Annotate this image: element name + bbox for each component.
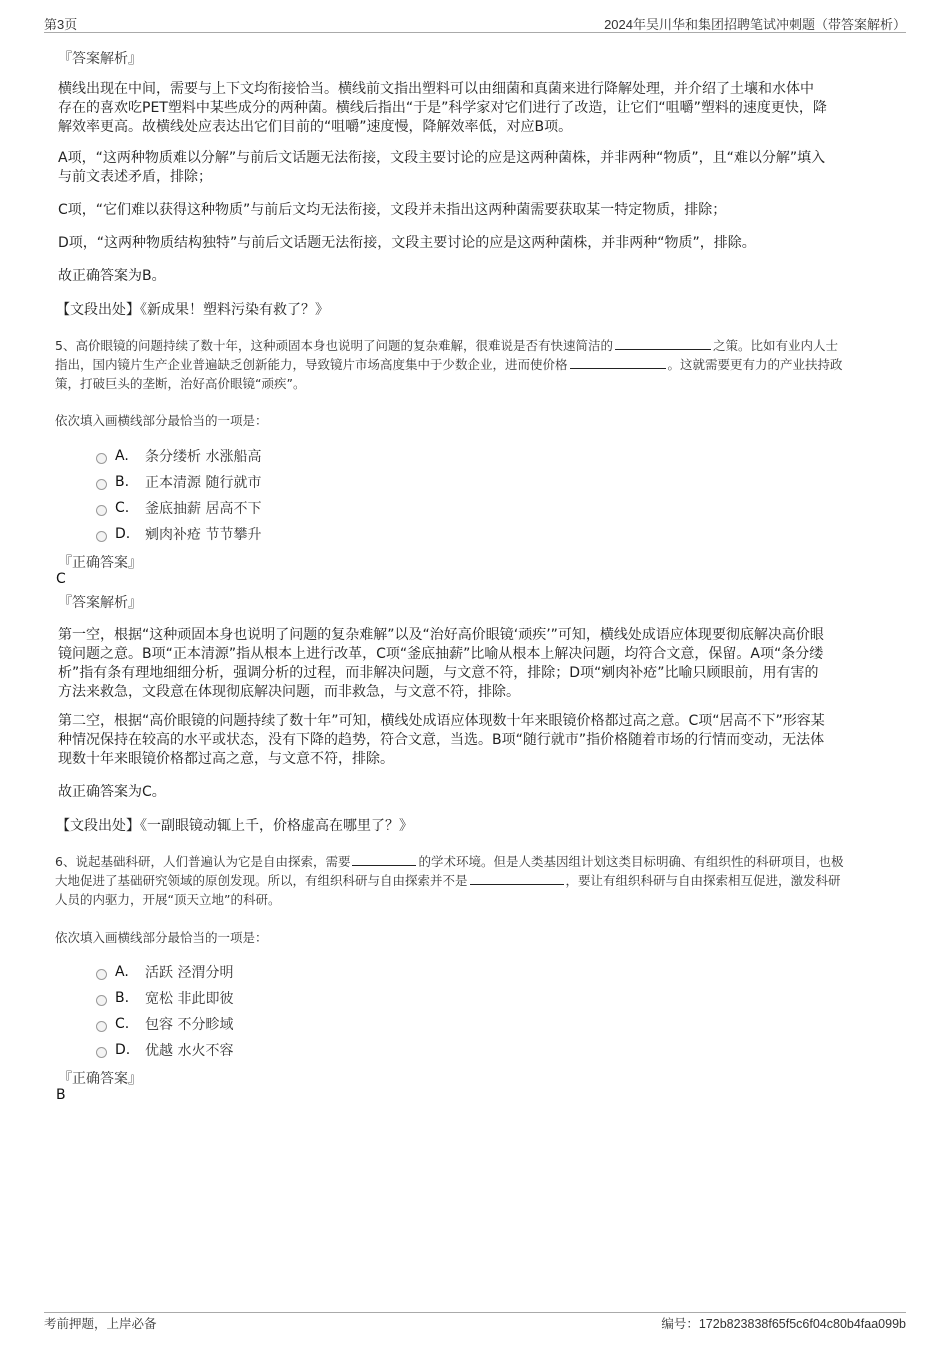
text-segment: 的学术环境。但是人类基因组计划这类目标明确、有组织性的科研项目，也极 (418, 854, 844, 869)
q6-option-a[interactable] (96, 962, 233, 982)
question-5-prompt: 依次填入画横线部分最恰当的一项是： (55, 413, 268, 428)
q6-option-d[interactable] (96, 1040, 233, 1060)
text-line: A项，“这两种物质难以分解”与前后文话题无法衔接，文段主要讨论的应是这两种菌株，并非两种“物质”，且“难以分解”填入 (58, 150, 826, 166)
text-line: 存在的喜欢吃PET塑料中某些成分的两种菌。横线后指出“于是”科学家对它们进行了改造，让它们“咀嚼”塑料的速度更快，降 (58, 100, 827, 116)
analysis-option-d: D项，“这两种物质结构独特”与前后文话题无法衔接，文段主要讨论的应是这两种菌株，并非两种“物质”，排除。 (58, 235, 756, 251)
q5-option-d[interactable] (96, 524, 261, 544)
analysis-conclusion: 故正确答案为B。 (58, 268, 166, 284)
option-text: 剜肉补疮 节节攀升 (145, 527, 262, 543)
option-text: 正本清源 随行就市 (145, 475, 262, 491)
option-text: 宽松 非此即彼 (145, 991, 234, 1007)
q5-option-a[interactable] (96, 446, 261, 466)
page-number: 第3页 (44, 17, 78, 32)
radio-button[interactable] (96, 453, 107, 464)
analysis-blank-2 (58, 712, 825, 769)
text-line: 解效率更高。故横线处应表达出它们目前的“咀嚼”速度慢，降解效率低，对应B项。 (58, 119, 573, 135)
option-key: B. (115, 474, 130, 490)
text-segment: 之策。比如有业内人士 (712, 338, 838, 353)
text-segment: 指出，国内镜片生产企业普遍缺乏创新能力，导致镜片市场高度集中于少数企业，进而使价格 (55, 357, 568, 372)
text-line: 第二空，根据“高价眼镜的问题持续了数十年”可知，横线处成语应体现数十年来眼镜价格都过高之意。C项“居高不下”形容某 (58, 713, 825, 729)
header-divider (44, 32, 906, 33)
radio-button[interactable] (96, 1021, 107, 1032)
question-6-stem (55, 852, 843, 909)
passage-source: 【文段出处】《一副眼镜动辄上千，价格虚高在哪里了？》 (56, 818, 413, 834)
correct-answer-label: 『正确答案』 (58, 1071, 142, 1087)
radio-button[interactable] (96, 531, 107, 542)
text-segment: 。这就需要更有力的产业扶持政 (667, 357, 843, 372)
text-line: 现数十年来眼镜价格都过高之意，与文意不符，排除。 (58, 751, 394, 767)
option-key: D. (115, 1042, 131, 1058)
text-line: 种情况保持在较高的水平或状态，没有下降的趋势，符合文意，当选。B项“随行就市”指价格随着市场的行情而变动，无法体 (58, 732, 825, 748)
option-key: D. (115, 526, 131, 542)
document-title: 2024年吴川华和集团招聘笔试冲刺题（带答案解析） (604, 17, 906, 32)
text-line: 横线出现在中间，需要与上下文均衔接恰当。横线前文指出塑料可以由细菌和真菌来进行降解处理，并介绍了土壤和水体中 (58, 81, 814, 97)
passage-source: 【文段出处】《新成果！塑料污染有救了？》 (56, 302, 329, 318)
radio-button[interactable] (96, 479, 107, 490)
radio-button[interactable] (96, 969, 107, 980)
text-segment: 大地促进了基础研究领域的原创发现。所以，有组织科研与自由探索并不是 (55, 873, 468, 888)
text-line: 人员的内驱力，开展“顶天立地”的科研。 (55, 892, 281, 907)
option-key: C. (115, 1016, 130, 1032)
q5-option-c[interactable] (96, 498, 261, 518)
option-key: A. (115, 964, 129, 980)
blank-1 (615, 337, 711, 350)
radio-button[interactable] (96, 505, 107, 516)
blank-2 (470, 872, 564, 885)
footer-slogan: 考前押题，上岸必备 (44, 1317, 157, 1331)
option-key: C. (115, 500, 130, 516)
q6-option-c[interactable] (96, 1014, 233, 1034)
text-line: 第一空，根据“这种顽固本身也说明了问题的复杂难解”以及“治好高价眼镜‘顽疾’”可知，横线处成语应体现要彻底解决高价眼 (58, 627, 824, 643)
analysis-label: 『答案解析』 (58, 51, 142, 67)
question-6-prompt: 依次填入画横线部分最恰当的一项是： (55, 930, 268, 945)
text-segment: ，要让有组织科研与自由探索相互促进，激发科研 (565, 873, 841, 888)
correct-answer-label: 『正确答案』 (58, 555, 142, 571)
radio-button[interactable] (96, 995, 107, 1006)
text-segment: 6、说起基础科研，人们普遍认为它是自由探索，需要 (55, 854, 351, 869)
analysis-blank-1 (58, 626, 824, 702)
correct-answer: B (56, 1087, 66, 1103)
q5-option-b[interactable] (96, 472, 261, 492)
option-text: 釜底抽薪 居高不下 (145, 501, 262, 517)
text-line: 方法来救急，文段意在体现彻底解决问题，而非救急，与文意不符，排除。 (58, 684, 520, 700)
analysis-label: 『答案解析』 (58, 595, 142, 611)
correct-answer: C (56, 571, 66, 587)
text-line: 策，打破巨头的垄断，治好高价眼镜“顽疾”。 (55, 376, 306, 391)
q6-option-b[interactable] (96, 988, 233, 1008)
analysis-paragraph (58, 80, 827, 137)
analysis-option-c: C项，“它们难以获得这种物质”与前后文均无法衔接，文段并未指出这两种菌需要获取某一特定物质，排除； (58, 202, 727, 218)
blank-2 (570, 356, 666, 369)
document-id: 编号：172b823838f65f5c6f04c80b4faa099b (661, 1317, 906, 1331)
option-text: 优越 水火不容 (145, 1043, 234, 1059)
text-line: 与前文表述矛盾，排除； (58, 169, 212, 185)
text-line: 析”指有条有理地细细分析，强调分析的过程，而非解决问题，与文意不符，排除；D项“剜肉补疮”比喻只顾眼前，用有害的 (58, 665, 819, 681)
analysis-option-a (58, 149, 825, 187)
option-key: B. (115, 990, 130, 1006)
radio-button[interactable] (96, 1047, 107, 1058)
text-line: 镜问题之意。B项“正本清源”指从根本上进行改革，C项“釜底抽薪”比喻从根本上解决问题，均符合文意，保留。A项“条分缕 (58, 646, 824, 662)
blank-1 (352, 853, 416, 866)
footer-divider (44, 1312, 906, 1313)
option-text: 包容 不分畛域 (145, 1017, 234, 1033)
analysis-conclusion: 故正确答案为C。 (58, 784, 166, 800)
option-key: A. (115, 448, 129, 464)
question-5-stem (55, 336, 843, 393)
option-text: 条分缕析 水涨船高 (145, 449, 262, 465)
option-text: 活跃 泾渭分明 (145, 965, 234, 981)
text-segment: 5、高价眼镜的问题持续了数十年，这种顽固本身也说明了问题的复杂难解，很难说是否有快速简洁的 (55, 338, 613, 353)
